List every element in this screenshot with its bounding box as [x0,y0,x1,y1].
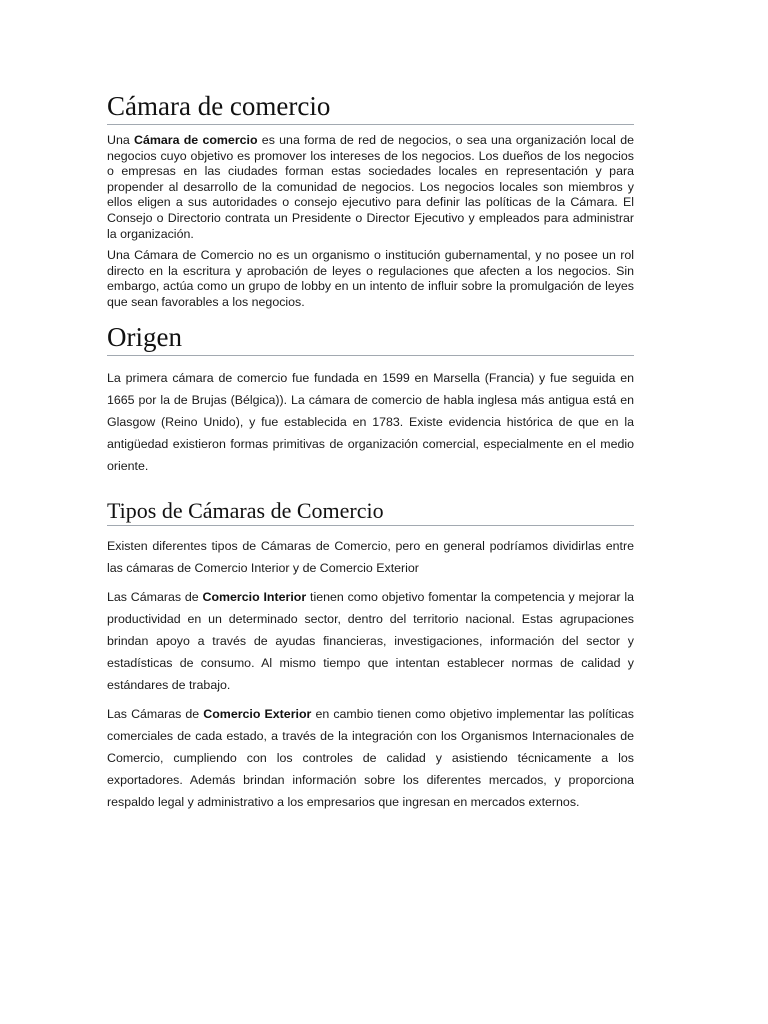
article-body [107,90,634,813]
tipos-heading: Tipos de Cámaras de Comercio [107,497,634,526]
intro-text-start: Una [107,133,134,147]
intro-bold-term: Cámara de comercio [134,133,258,147]
interior-bold-term: Comercio Interior [202,589,307,604]
origen-paragraph: La primera cámara de comercio fue fundada en 1599 en Marsella (Francia) y fue seguida en 1665 por la de Brujas (Bélgica)). La cámara de comercio de habla inglesa más antigua está en Glasgow (Reino Unido), y fue establecida en 1783. Existe evidencia histórica de que en la antigüedad existieron formas primitivas de organización comercial, especialmente en el medio oriente. [107,370,634,473]
tipos-paragraph: Existen diferentes tipos de Cámaras de Comercio, pero en general podríamos dividirlas entre las cámaras de Comercio Interior y de Comercio Exterior [107,538,634,575]
intro-text-rest: es una forma de red de negocios, o sea una organización local de negocios cuyo objetivo es promover los intereses de los negocios. Los dueños de los negocios o empresas en las ciudades forman estas sociedades locales en representación y para propender al desarrollo de la comunidad de negocios. Los negocios locales son miembros y ellos eligen a sus autoridades o consejo ejecutivo para definir las políticas de la Cámara. El Consejo o Directorio contrata un Presidente o Director Ejecutivo y empleados para administrar la organización. [107,133,634,241]
exterior-bold-term: Comercio Exterior [203,706,312,721]
exterior-paragraph [107,703,634,813]
interior-paragraph [107,586,634,696]
page-title: Cámara de comercio [107,90,634,125]
interior-text-start: Las Cámaras de [107,589,203,604]
origen-heading: Origen [107,321,634,356]
intro-paragraph [107,133,634,242]
lobby-paragraph: Una Cámara de Comercio no es un organismo o institución gubernamental, y no posee un rol directo en la escritura y aprobación de leyes o regulaciones que afecten a los negocios. Sin embargo, actúa como un grupo de lobby en un intento de influir sobre la promulgación de leyes que sean favorables a los negocios. [107,248,634,309]
exterior-text-start: Las Cámaras de [107,706,204,721]
interior-text-rest: tienen como objetivo fomentar la competencia y mejorar la productividad en un determinado sector, dentro del territorio nacional. Estas agrupaciones brindan apoyo a través de ayudas financieras, investigaciones, información del sector y estadísticas de consumo. Al mismo tiempo que intentan establecer normas de calidad y estándares de trabajo. [107,589,634,692]
exterior-text-rest: en cambio tienen como objetivo implementar las políticas comerciales de cada estado, a través de la integración con los Organismos Internacionales de Comercio, cumpliendo con los controles de calidad y asistiendo técnicamente a los exportadores. Además brindan información sobre los diferentes mercados, y proporciona respaldo legal y administrativo a los empresarios que ingresan en mercados externos. [107,706,635,809]
